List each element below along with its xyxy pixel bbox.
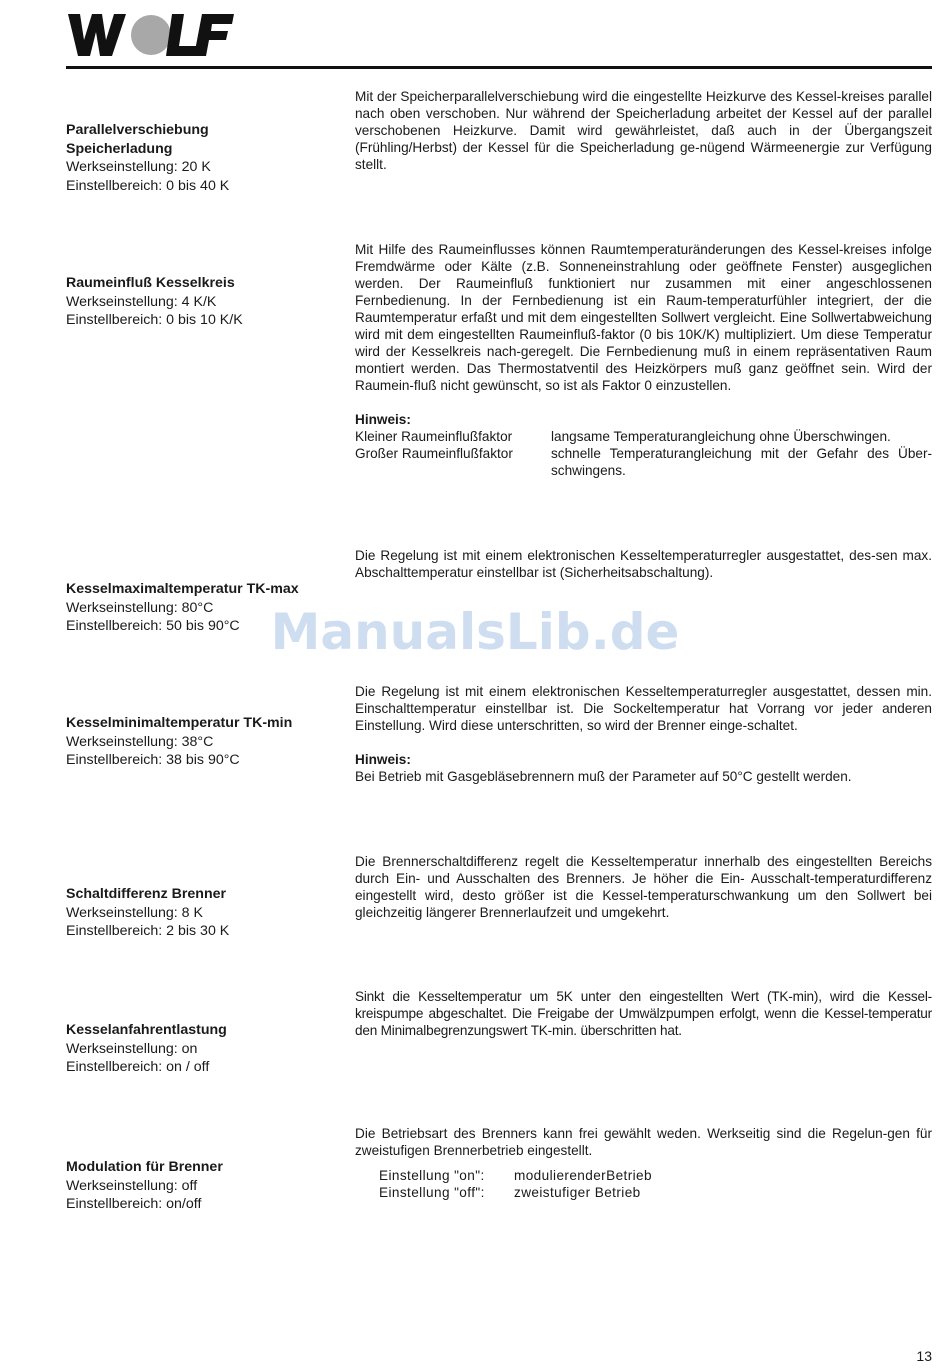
parameter-description	[355, 547, 932, 581]
setting-range: Einstellbereich: 50 bis 90°C	[66, 618, 240, 634]
hint-desc: schnelle Temperaturangleichung mit der Gefahr des Über-schwingens.	[551, 446, 932, 478]
setting-range: Einstellbereich: 38 bis 90°C	[66, 752, 240, 768]
setting-desc: modulierenderBetrieb	[514, 1168, 652, 1183]
parameter-info	[66, 274, 336, 330]
hint-row	[355, 428, 932, 445]
parameter-title: Kesselanfahrentlastung	[66, 1022, 227, 1038]
parameter-description	[355, 241, 932, 479]
factory-setting: Werkseinstellung: off	[66, 1177, 198, 1194]
setting-range: Einstellbereich: on/off	[66, 1196, 202, 1212]
description-text: Die Regelung ist mit einem elektronischen Kesseltemperaturregler ausgestattet, des-sen max. Abschalttemperatur einstellbar ist (Sicherheitsabschaltung).	[355, 548, 932, 580]
parameter-title: Parallelverschiebung	[66, 122, 209, 138]
setting-range: Einstellbereich: 0 bis 40 K	[66, 177, 230, 194]
setting-range: Einstellbereich: 2 bis 30 K	[66, 923, 230, 939]
watermark: ManualsLib.de	[270, 603, 680, 661]
setting-row	[379, 1167, 932, 1184]
factory-setting: Werkseinstellung: 8 K	[66, 904, 203, 921]
parameter-title: Schaltdifferenz Brenner	[66, 886, 227, 902]
parameter-description	[355, 88, 932, 173]
wolf-logo	[66, 12, 236, 58]
parameter-description	[355, 683, 932, 785]
wolf-logo-graphic	[66, 12, 236, 58]
parameter-title: Kesselmaximaltemperatur TK-max	[66, 581, 299, 597]
description-text: Die Regelung ist mit einem elektronischen Kesseltemperaturregler ausgestattet, dessen min. Einschalttemperatur einstellbar ist. Die Sockeltemperatur hat Vorrang vor jeder anderen Einstellung. Wird diese unterschritten, so wird der Brenner einge-schaltet.	[355, 684, 932, 733]
factory-setting: Werkseinstellung: 80°C	[66, 599, 214, 616]
parameter-description	[355, 988, 932, 1039]
hint-key: Kleiner Raumeinflußfaktor	[355, 429, 513, 444]
description-text: Mit Hilfe des Raumeinflusses können Raumtemperaturänderungen des Kessel-kreises infolge Fremdwärme oder Kälte (z.B. Sonneneinstrahlung oder geöffnete Fenster) ausgeglichen werden. Der Raumeinfluß funktioniert nur zusammen mit einer angeschlossenen Fernbedienung. In der Fernbedienung ist ein Raum-temperaturfühler integriert, der die Raumtemperatur erfaßt und mit dem eingestellten Sollwert vergleicht. Eine Sollwertabweichung wird mit dem eingestellten Raumeinfluß-faktor (0 bis 10K/K) multipliziert. Um diese Temperatur wird der Kesselkreis nach-geregelt. Die Fernbedienung muß in einem repräsentativen Raum montiert werden. Das Thermostatventil des Heizkörpers muß ganz geöffnet sein. Wird der Raumein-fluß nicht gewünscht, so ist als Faktor 0 einzustellen.	[355, 242, 932, 393]
setting-key: Einstellung "off":	[379, 1185, 485, 1200]
parameter-info	[66, 1158, 336, 1214]
parameter-info	[66, 885, 336, 941]
parameter-info	[66, 714, 336, 770]
parameter-info	[66, 121, 336, 195]
parameter-description	[355, 853, 932, 921]
hint-title: Hinweis:	[355, 752, 411, 767]
parameter-description	[355, 1125, 932, 1201]
page-number: 13	[916, 1348, 932, 1364]
hint-desc: langsame Temperaturangleichung ohne Überschwingen.	[551, 429, 891, 444]
factory-setting: Werkseinstellung: 4 K/K	[66, 293, 217, 310]
description-text: Die Brennerschaltdifferenz regelt die Kesseltemperatur innerhalb des eingestellten Bereichs durch Ein- und Ausschalten des Brenners. Je höher die Ein- Ausschalt-temperaturdifferenz eingestellt wird, desto größer ist die Kessel-temperaturschwankung um den Sollwert bei gleichzeitig längerer Brennerlaufzeit und umgekehrt.	[355, 854, 932, 920]
description-text: Die Betriebsart des Brenners kann frei gewählt weden. Werkseitig sind die Regelun-gen für zweistufigen Brennerbetrieb eingestellt.	[355, 1126, 932, 1158]
hint-row	[355, 445, 932, 479]
setting-key: Einstellung "on":	[379, 1168, 485, 1183]
header-rule	[66, 66, 932, 69]
hint-key: Großer Raumeinflußfaktor	[355, 446, 513, 461]
parameter-info	[66, 1021, 336, 1077]
description-text: Sinkt die Kesseltemperatur um 5K unter den eingestellten Wert (TK-min), wird die Kessel-kreispumpe abgeschaltet. Die Freigabe der Umwälzpumpen erfolgt, wenn die Kessel-temperatur den Minimalbegrenzungswert TK-min. überschritten hat.	[355, 989, 932, 1038]
description-text: Mit der Speicherparallelverschiebung wird die eingestellte Heizkurve des Kessel-kreises parallel nach oben verschoben. Nur während der Speicherladung arbeitet der Kessel auf der parallel verschobenen Heizkurve. Damit wird gewährleistet, daß auch in der Übergangszeit (Frühling/Herbst) der Kessel für die Speicherladung ge-nügend Wärmeenergie zur Verfügung stellt.	[355, 89, 932, 172]
parameter-title: Kesselminimaltemperatur TK-min	[66, 715, 293, 731]
parameter-title: Raumeinfluß Kesselkreis	[66, 275, 235, 291]
setting-range: Einstellbereich: on / off	[66, 1059, 210, 1075]
setting-row	[379, 1184, 932, 1201]
hint-text: Bei Betrieb mit Gasgebläsebrennern muß der Parameter auf 50°C gestellt werden.	[355, 769, 852, 784]
setting-desc: zweistufiger Betrieb	[514, 1185, 641, 1200]
parameter-title-line2: Speicherladung	[66, 140, 173, 157]
factory-setting: Werkseinstellung: 20 K	[66, 159, 211, 175]
hint-title: Hinweis:	[355, 412, 411, 427]
factory-setting: Werkseinstellung: on	[66, 1040, 198, 1057]
factory-setting: Werkseinstellung: 38°C	[66, 733, 214, 750]
setting-range: Einstellbereich: 0 bis 10 K/K	[66, 312, 243, 328]
parameter-title: Modulation für Brenner	[66, 1159, 223, 1175]
settings-list	[379, 1167, 932, 1201]
